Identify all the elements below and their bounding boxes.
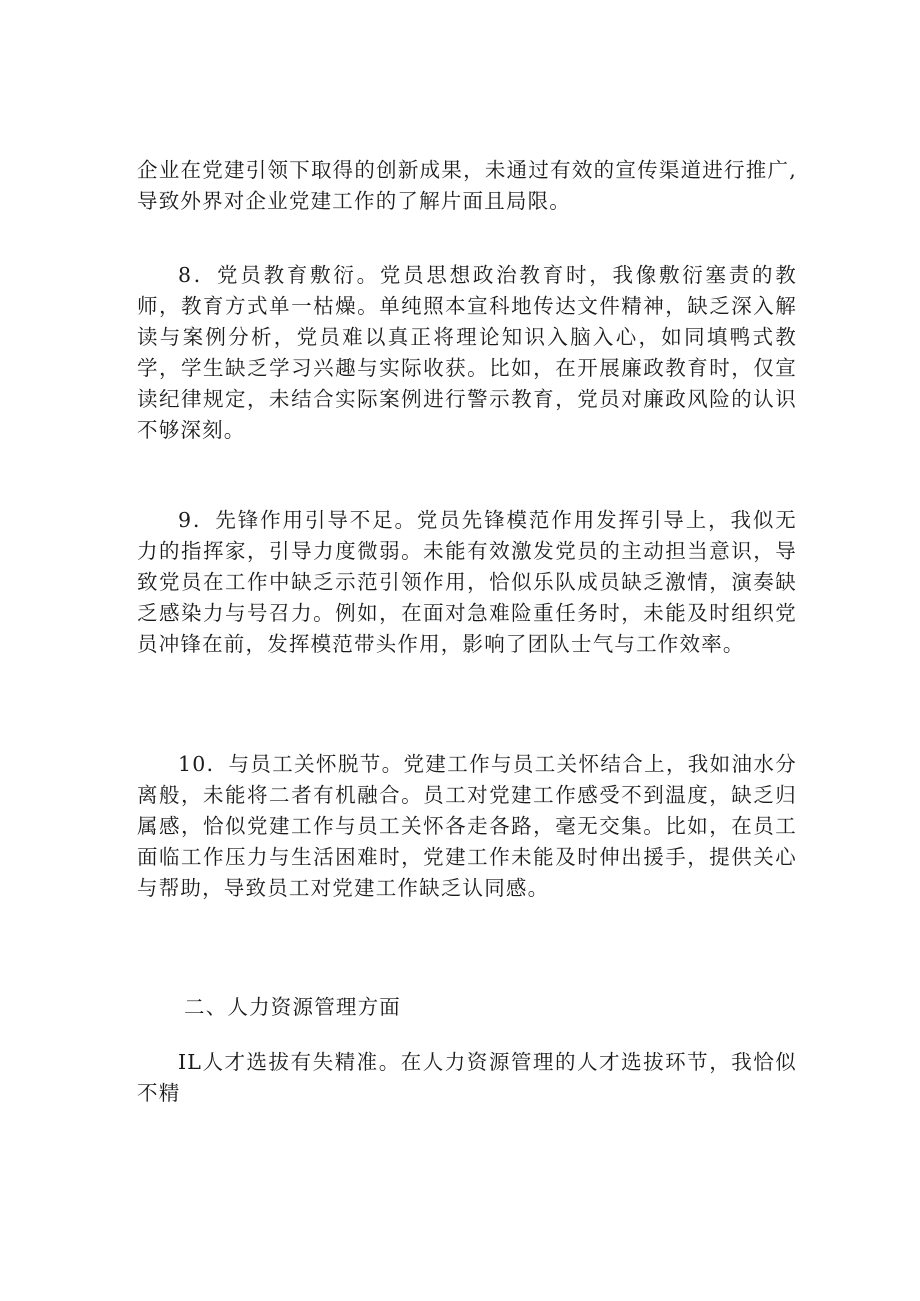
section-heading: 二、人力资源管理方面 bbox=[184, 995, 401, 1019]
paragraph-item-8: 8．党员教育敷衍。党员思想政治教育时，我像敷衍塞责的教师，教育方式单一枯燥。单纯照本宣科地传达文件精神，缺乏深入解读与案例分析，党员难以真正将理论知识入脑入心，如同填鸭式教学，学生缺乏学习兴趣与实际收获。比如，在开展廉政教育时，仅宣读纪律规定，未结合实际案例进行警示教育，党员对廉政风险的认识不够深刻。 bbox=[137, 263, 797, 442]
paragraph-item-11: IL人才选拔有失精准。在人力资源管理的人才选拔环节，我恰似不精 bbox=[137, 1050, 797, 1105]
paragraph-item-9: 9．先锋作用引导不足。党员先锋模范作用发挥引导上，我似无力的指挥家，引导力度微弱。未能有效激发党员的主动担当意识，导致党员在工作中缺乏示范引领作用，恰似乐队成员缺乏激情，演奏缺乏感染力与号召力。例如，在面对急难险重任务时，未能及时组织党员冲锋在前，发挥模范带头作用，影响了团队士气与工作效率。 bbox=[137, 508, 797, 656]
paragraph-continuation: 企业在党建引领下取得的创新成果，未通过有效的宣传渠道进行推广,导致外界对企业党建工作的了解片面且局限。 bbox=[137, 158, 797, 213]
paragraph-item-10: 10．与员工关怀脱节。党建工作与员工关怀结合上，我如油水分离般，未能将二者有机融合。员工对党建工作感受不到温度，缺乏归属感，恰似党建工作与员工关怀各走各路，毫无交集。比如，在员工面临工作压力与生活困难时，党建工作未能及时伸出援手，提供关心与帮助，导致员工对党建工作缺乏认同感。 bbox=[137, 752, 797, 900]
